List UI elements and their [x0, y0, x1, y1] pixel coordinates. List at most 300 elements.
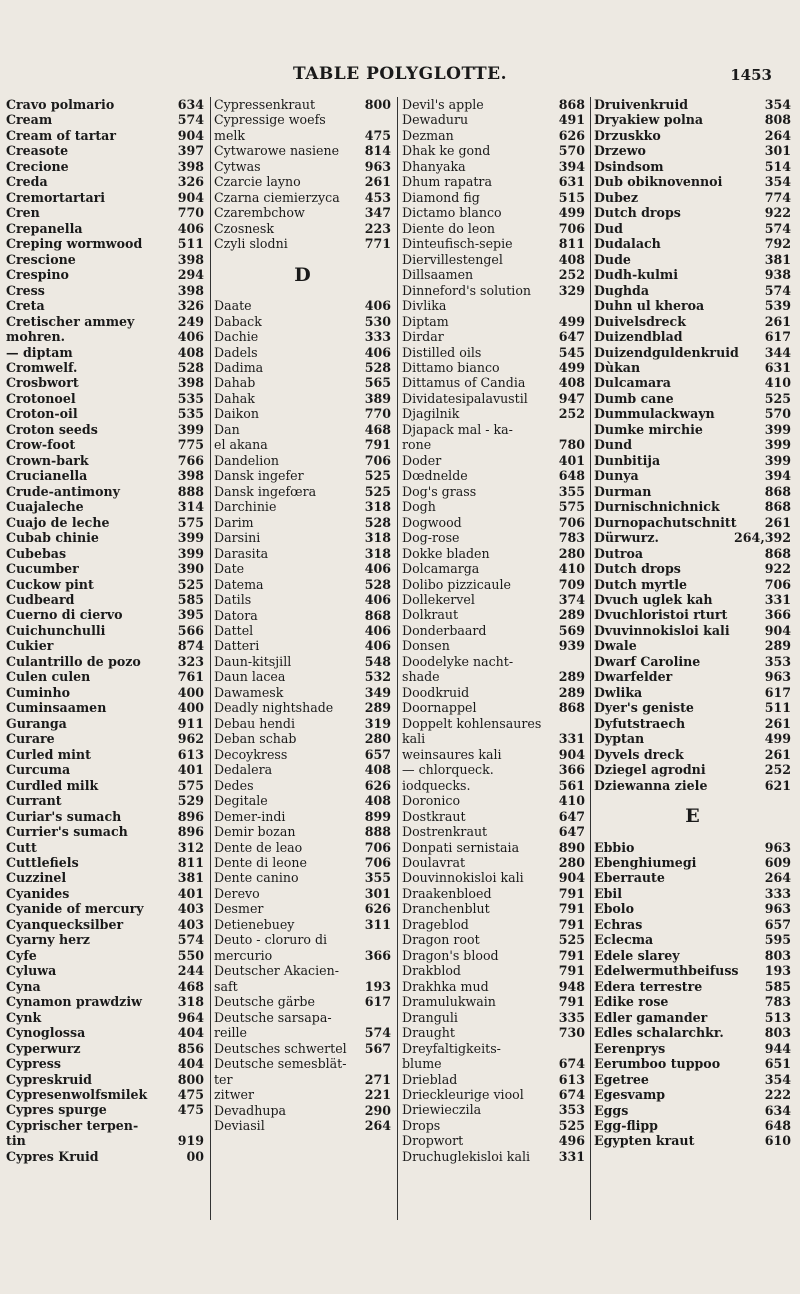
index-entry	[402, 468, 585, 483]
entry-page-ref: 223	[364, 220, 391, 236]
index-entry	[594, 205, 791, 220]
column-divider	[590, 97, 591, 1220]
index-entry	[594, 221, 791, 236]
entry-term: Egg-flipp	[594, 1117, 658, 1133]
entry-page-ref: 922	[764, 561, 791, 577]
entry-term: Cytwas	[214, 158, 261, 174]
entry-page-ref: 904	[177, 189, 204, 205]
entry-term: Demer-indi	[214, 808, 286, 824]
index-entry	[214, 747, 391, 762]
index-entry	[6, 298, 204, 313]
entry-term: Drzewo	[594, 143, 646, 159]
page-header	[0, 64, 800, 86]
entry-term: Cyperwurz	[6, 1040, 81, 1056]
index-entry	[6, 515, 204, 530]
entry-term: Dadima	[214, 360, 264, 375]
index-entry	[6, 669, 204, 684]
entry-term: Dawamesk	[214, 684, 284, 700]
entry-term: Ebolo	[594, 901, 634, 917]
index-entry	[214, 1010, 391, 1025]
entry-page-ref: 585	[177, 592, 204, 607]
index-entry	[402, 453, 585, 468]
entry-term: Dürwurz.	[594, 530, 659, 546]
entry-term: Cyanides	[6, 885, 70, 901]
entry-page-ref: 261	[764, 514, 791, 530]
index-entry	[6, 453, 204, 468]
index-entry	[214, 654, 391, 669]
index-entry	[402, 546, 585, 561]
index-entry	[6, 592, 204, 607]
index-entry	[402, 1072, 585, 1087]
entry-term: Dwlika	[594, 684, 643, 700]
entry-page-ref: 651	[764, 1056, 791, 1072]
entry-term: Dwale	[594, 638, 637, 654]
entry-term: Deutsche semesblät-	[214, 1056, 347, 1072]
entry-term: Dragon's blood	[402, 947, 499, 963]
entry-term: Distilled oils	[402, 344, 482, 360]
entry-page-ref: 770	[364, 406, 391, 422]
entry-page-ref: 800	[177, 1071, 204, 1087]
entry-term: Dachie	[214, 329, 259, 345]
entry-page-ref: 252	[764, 762, 791, 778]
index-entry	[402, 979, 585, 994]
entry-page-ref: 261	[364, 174, 391, 190]
entry-term: Dranguli	[402, 1009, 458, 1025]
entry-term: Egesvamp	[594, 1087, 666, 1103]
entry-term: Cypreskruid	[6, 1071, 92, 1087]
index-entry	[402, 731, 585, 746]
entry-term: Dog's grass	[402, 483, 477, 499]
index-entry	[402, 329, 585, 344]
entry-page-ref: 399	[764, 437, 791, 453]
entry-page-ref: 398	[177, 251, 204, 267]
entry-page-ref: 264	[764, 870, 791, 886]
index-entry	[214, 174, 391, 189]
index-entry	[6, 1118, 204, 1133]
entry-term: Devadhupa	[214, 1102, 287, 1118]
entry-page-ref: 963	[364, 158, 391, 174]
index-entry	[594, 406, 791, 421]
entry-page-ref: 868	[364, 607, 391, 623]
entry-term: Duivelsdreck	[594, 313, 686, 329]
entry-term: Dunya	[594, 468, 639, 484]
entry-page-ref: 657	[364, 746, 391, 762]
entry-term: blume	[402, 1056, 442, 1072]
entry-page-ref: 453	[364, 189, 391, 205]
index-entry	[6, 143, 204, 158]
entry-page-ref: 318	[364, 545, 391, 561]
index-entry	[594, 1056, 791, 1071]
entry-term: Divlika	[402, 298, 447, 314]
entry-page-ref: 791	[558, 916, 585, 932]
index-entry	[594, 267, 791, 282]
entry-page-ref: 349	[364, 684, 391, 700]
entry-term: Dictamo blanco	[402, 205, 502, 221]
entry-term: Desmer	[214, 901, 264, 917]
page-title: TABLE POLYGLOTTE.	[292, 64, 508, 84]
index-entry	[402, 422, 585, 437]
entry-page-ref: 381	[764, 251, 791, 267]
entry-term: Cytwarowe nasiene	[214, 143, 340, 159]
entry-term: Dwarf Caroline	[594, 653, 701, 669]
entry-term: Ebenghiumegi	[594, 855, 697, 870]
index-entry	[214, 236, 391, 251]
entry-page-ref: 289	[764, 638, 791, 654]
entry-term: melk	[214, 127, 246, 143]
index-entry	[594, 174, 791, 189]
index-entry	[214, 762, 391, 777]
index-entry	[402, 700, 585, 715]
entry-page-ref: 280	[558, 545, 585, 561]
index-entry	[594, 747, 791, 762]
entry-page-ref: 856	[177, 1040, 204, 1056]
entry-term: Drzuskko	[594, 127, 661, 143]
entry-term: Ebil	[594, 885, 622, 901]
index-entry	[214, 994, 391, 1009]
index-entry	[594, 252, 791, 267]
entry-page-ref: 963	[764, 669, 791, 685]
entry-page-ref: 525	[558, 932, 585, 948]
index-entry	[6, 840, 204, 855]
index-entry	[214, 1118, 391, 1133]
index-entry	[594, 778, 791, 793]
index-entry	[6, 375, 204, 390]
entry-term: Cress	[6, 282, 45, 298]
entry-page-ref: 770	[177, 205, 204, 221]
entry-page-ref: 647	[558, 329, 585, 345]
entry-page-ref: 570	[558, 143, 585, 159]
index-entry	[594, 453, 791, 468]
entry-page-ref: 280	[364, 731, 391, 747]
index-entry	[402, 762, 585, 777]
entry-page-ref: 397	[177, 143, 204, 159]
entry-term: Dewaduru	[402, 112, 469, 128]
index-entry	[214, 592, 391, 607]
index-entry	[6, 747, 204, 762]
entry-term: Deutscher Akacien-	[214, 963, 339, 979]
entry-page-ref: 613	[558, 1071, 585, 1087]
entry-page-ref: 252	[558, 406, 585, 422]
entry-term: Drakhka mud	[402, 978, 489, 994]
entry-term: Dahak	[214, 390, 255, 406]
index-entry	[594, 1118, 791, 1133]
index-entry	[214, 685, 391, 700]
entry-page-ref: 326	[177, 298, 204, 314]
entry-page-ref: 528	[364, 576, 391, 592]
entry-page-ref: 193	[764, 963, 791, 979]
entry-page-ref: 574	[764, 220, 791, 236]
entry-page-ref: 335	[558, 1009, 585, 1025]
entry-term: Dhum rapatra	[402, 174, 492, 190]
index-entry	[402, 159, 585, 174]
entry-page-ref: 808	[764, 112, 791, 128]
entry-term: Driewieczila	[402, 1102, 482, 1118]
entry-page-ref: 634	[177, 97, 204, 112]
entry-page-ref: 406	[177, 329, 204, 345]
entry-page-ref: 791	[558, 885, 585, 901]
entry-page-ref: 567	[364, 1040, 391, 1056]
entry-page-ref: 948	[558, 978, 585, 994]
entry-page-ref: 706	[364, 452, 391, 468]
entry-page-ref: 780	[558, 437, 585, 453]
entry-page-ref: 244	[177, 963, 204, 979]
entry-term: Drageblod	[402, 916, 469, 932]
entry-page-ref: 318	[177, 994, 204, 1010]
entry-page-ref: 535	[177, 406, 204, 422]
entry-term: Darsini	[214, 530, 261, 546]
entry-page-ref: 874	[177, 638, 204, 654]
index-entry	[594, 731, 791, 746]
section-letter: D	[294, 263, 311, 286]
entry-term: Doornappel	[402, 700, 477, 716]
entry-term: Deban schab	[214, 731, 297, 747]
entry-page-ref: 400	[177, 700, 204, 716]
entry-page-ref: 529	[177, 793, 204, 809]
entry-page-ref: 626	[364, 777, 391, 793]
index-entry	[6, 793, 204, 808]
entry-term: Dente canino	[214, 870, 299, 886]
index-entry	[214, 422, 391, 437]
entry-page-ref: 289	[558, 684, 585, 700]
entry-term: Dittamus of Candia	[402, 375, 526, 391]
entry-page-ref: 314	[177, 499, 204, 515]
entry-page-ref: 468	[364, 421, 391, 437]
entry-term: Cuajo de leche	[6, 514, 110, 530]
index-entry	[402, 901, 585, 916]
column-divider	[210, 97, 211, 1220]
entry-term: Cutt	[6, 839, 37, 855]
index-entry	[6, 1041, 204, 1056]
entry-term: Dùkan	[594, 359, 641, 375]
entry-page-ref: 514	[764, 158, 791, 174]
entry-term: Dadels	[214, 344, 258, 360]
entry-term: Cren	[6, 205, 40, 221]
entry-term: Durnopachutschnitt	[594, 514, 737, 530]
index-entry	[594, 577, 791, 592]
entry-term: Drakblod	[402, 963, 461, 979]
entry-page-ref: 353	[764, 653, 791, 669]
entry-page-ref: 800	[364, 97, 391, 112]
index-entry	[594, 623, 791, 638]
entry-term: Cypressige woefs	[214, 112, 326, 128]
index-entry	[402, 190, 585, 205]
entry-page-ref: 528	[177, 359, 204, 375]
entry-term: Croton-oil	[6, 406, 78, 422]
entry-term: Dwarfelder	[594, 669, 673, 685]
index-entry	[594, 345, 791, 360]
entry-page-ref: 468	[177, 978, 204, 994]
index-entry	[6, 716, 204, 731]
entry-term: Datteri	[214, 638, 260, 654]
entry-page-ref: 944	[764, 1040, 791, 1056]
index-entry	[402, 345, 585, 360]
entry-term: Egypten kraut	[594, 1133, 695, 1149]
entry-page-ref: 648	[764, 1117, 791, 1133]
entry-page-ref: 550	[177, 947, 204, 963]
entry-term: Dutch drops	[594, 205, 681, 221]
entry-term: Dirdar	[402, 329, 444, 345]
entry-term: Cyanquecksilber	[6, 916, 124, 932]
entry-term: rone	[402, 437, 432, 453]
entry-term: Czarcie layno	[214, 174, 301, 190]
index-entry	[6, 499, 204, 514]
entry-term: Dvuvinnokisloi kali	[594, 622, 730, 638]
entry-term: Drieckleurige viool	[402, 1087, 524, 1102]
index-entry	[214, 917, 391, 932]
entry-term: Dattel	[214, 622, 254, 638]
index-entry	[594, 669, 791, 684]
index-entry	[6, 731, 204, 746]
entry-term: Draught	[402, 1025, 455, 1041]
entry-page-ref: 399	[177, 530, 204, 546]
entry-term: Curare	[6, 731, 55, 747]
index-entry	[594, 422, 791, 437]
index-entry	[594, 499, 791, 514]
entry-term: kali	[402, 731, 426, 747]
entry-term: Creasote	[6, 143, 69, 159]
entry-term: Daun-kitsjill	[214, 653, 292, 669]
index-entry	[6, 901, 204, 916]
index-entry	[214, 793, 391, 808]
index-entry	[214, 298, 391, 313]
entry-term: Cyanide of mercury	[6, 901, 144, 917]
entry-term: Croton seeds	[6, 421, 98, 437]
entry-page-ref: 394	[764, 468, 791, 484]
index-entry	[402, 809, 585, 824]
entry-term: Deviasil	[214, 1117, 265, 1133]
entry-page-ref: 574	[177, 112, 204, 128]
index-entry	[6, 437, 204, 452]
index-entry	[594, 360, 791, 375]
entry-term: ter	[214, 1071, 233, 1087]
entry-term: Dziegel agrodni	[594, 762, 706, 778]
index-entry	[214, 143, 391, 158]
entry-page-ref: 647	[558, 808, 585, 824]
entry-page-ref: 399	[177, 421, 204, 437]
entry-term: Diptam	[402, 313, 449, 329]
index-entry	[214, 623, 391, 638]
index-entry	[214, 97, 391, 112]
index-entry	[6, 252, 204, 267]
entry-page-ref: 570	[764, 406, 791, 422]
entry-page-ref: 499	[558, 359, 585, 375]
index-entry	[6, 406, 204, 421]
entry-term: Creda	[6, 174, 48, 190]
index-entry	[214, 484, 391, 499]
entry-term: Dollekervel	[402, 592, 475, 607]
entry-page-ref: 366	[764, 607, 791, 623]
entry-page-ref: 631	[764, 359, 791, 375]
entry-term: Cuerno di ciervo	[6, 607, 123, 623]
index-entry	[6, 948, 204, 963]
entry-term: Deutsches schwertel	[214, 1040, 347, 1056]
index-entry	[214, 716, 391, 731]
entry-page-ref: 395	[177, 607, 204, 623]
entry-page-ref: 00	[186, 1148, 204, 1164]
index-entry	[6, 824, 204, 839]
index-entry	[402, 948, 585, 963]
entry-page-ref: 401	[177, 885, 204, 901]
entry-term: Degitale	[214, 793, 268, 809]
entry-term: Dulcamara	[594, 375, 671, 391]
entry-term: Cypressenkraut	[214, 97, 316, 112]
index-entry	[214, 314, 391, 329]
entry-page-ref: 814	[364, 143, 391, 159]
entry-page-ref: 475	[177, 1087, 204, 1102]
entry-page-ref: 617	[364, 994, 391, 1010]
entry-page-ref: 319	[364, 715, 391, 731]
entry-page-ref: 271	[364, 1071, 391, 1087]
index-entry	[402, 963, 585, 978]
entry-term: Culen culen	[6, 669, 91, 685]
index-entry	[6, 700, 204, 715]
index-entry	[594, 948, 791, 963]
index-entry	[594, 97, 791, 112]
entry-page-ref: 888	[364, 824, 391, 840]
index-entry	[594, 298, 791, 313]
index-entry	[402, 221, 585, 236]
index-entry	[402, 143, 585, 158]
entry-page-ref: 410	[558, 793, 585, 809]
index-entry	[594, 112, 791, 127]
entry-term: Dvuch uglek kah	[594, 592, 713, 607]
entry-page-ref: 399	[177, 545, 204, 561]
entry-page-ref: 499	[558, 313, 585, 329]
entry-term: Eberraute	[594, 870, 665, 886]
index-entry	[402, 298, 585, 313]
entry-term: Cream of tartar	[6, 127, 116, 143]
index-entry	[594, 762, 791, 777]
entry-term: Douvinnokisloi kali	[402, 870, 524, 886]
entry-term: Dittamo bianco	[402, 359, 500, 375]
index-entry	[594, 1025, 791, 1040]
entry-page-ref: 706	[764, 576, 791, 592]
entry-term: Cypres spurge	[6, 1102, 107, 1118]
entry-page-ref: 261	[764, 715, 791, 731]
entry-term: Dhanyaka	[402, 158, 466, 174]
entry-page-ref: 561	[558, 777, 585, 793]
index-entry	[402, 530, 585, 545]
entry-term: Czyli slodni	[214, 236, 288, 252]
section-letter: E	[685, 805, 700, 828]
entry-page-ref: 575	[177, 514, 204, 530]
entry-term: Ebbio	[594, 839, 635, 855]
entry-page-ref: 499	[764, 731, 791, 747]
entry-page-ref: 496	[558, 1133, 585, 1149]
index-entry	[6, 870, 204, 885]
index-entry	[6, 1056, 204, 1071]
index-entry	[214, 1072, 391, 1087]
index-entry	[6, 345, 204, 360]
entry-page-ref: 326	[177, 174, 204, 190]
index-entry	[594, 468, 791, 483]
entry-page-ref: 617	[764, 684, 791, 700]
entry-term: Dinteufisch-sepie	[402, 236, 513, 252]
index-column-2	[214, 97, 391, 1133]
entry-page-ref: 398	[177, 375, 204, 391]
entry-term: Crow-foot	[6, 437, 76, 453]
entry-term: Diamond fig	[402, 189, 480, 205]
entry-page-ref: 783	[764, 994, 791, 1010]
entry-page-ref: 709	[558, 576, 585, 592]
entry-page-ref: 868	[764, 483, 791, 499]
index-entry	[214, 855, 391, 870]
index-entry	[214, 375, 391, 390]
entry-page-ref: 354	[764, 1071, 791, 1087]
entry-term: Curiar's sumach	[6, 808, 122, 824]
index-entry	[594, 1041, 791, 1056]
index-entry	[402, 1149, 585, 1164]
